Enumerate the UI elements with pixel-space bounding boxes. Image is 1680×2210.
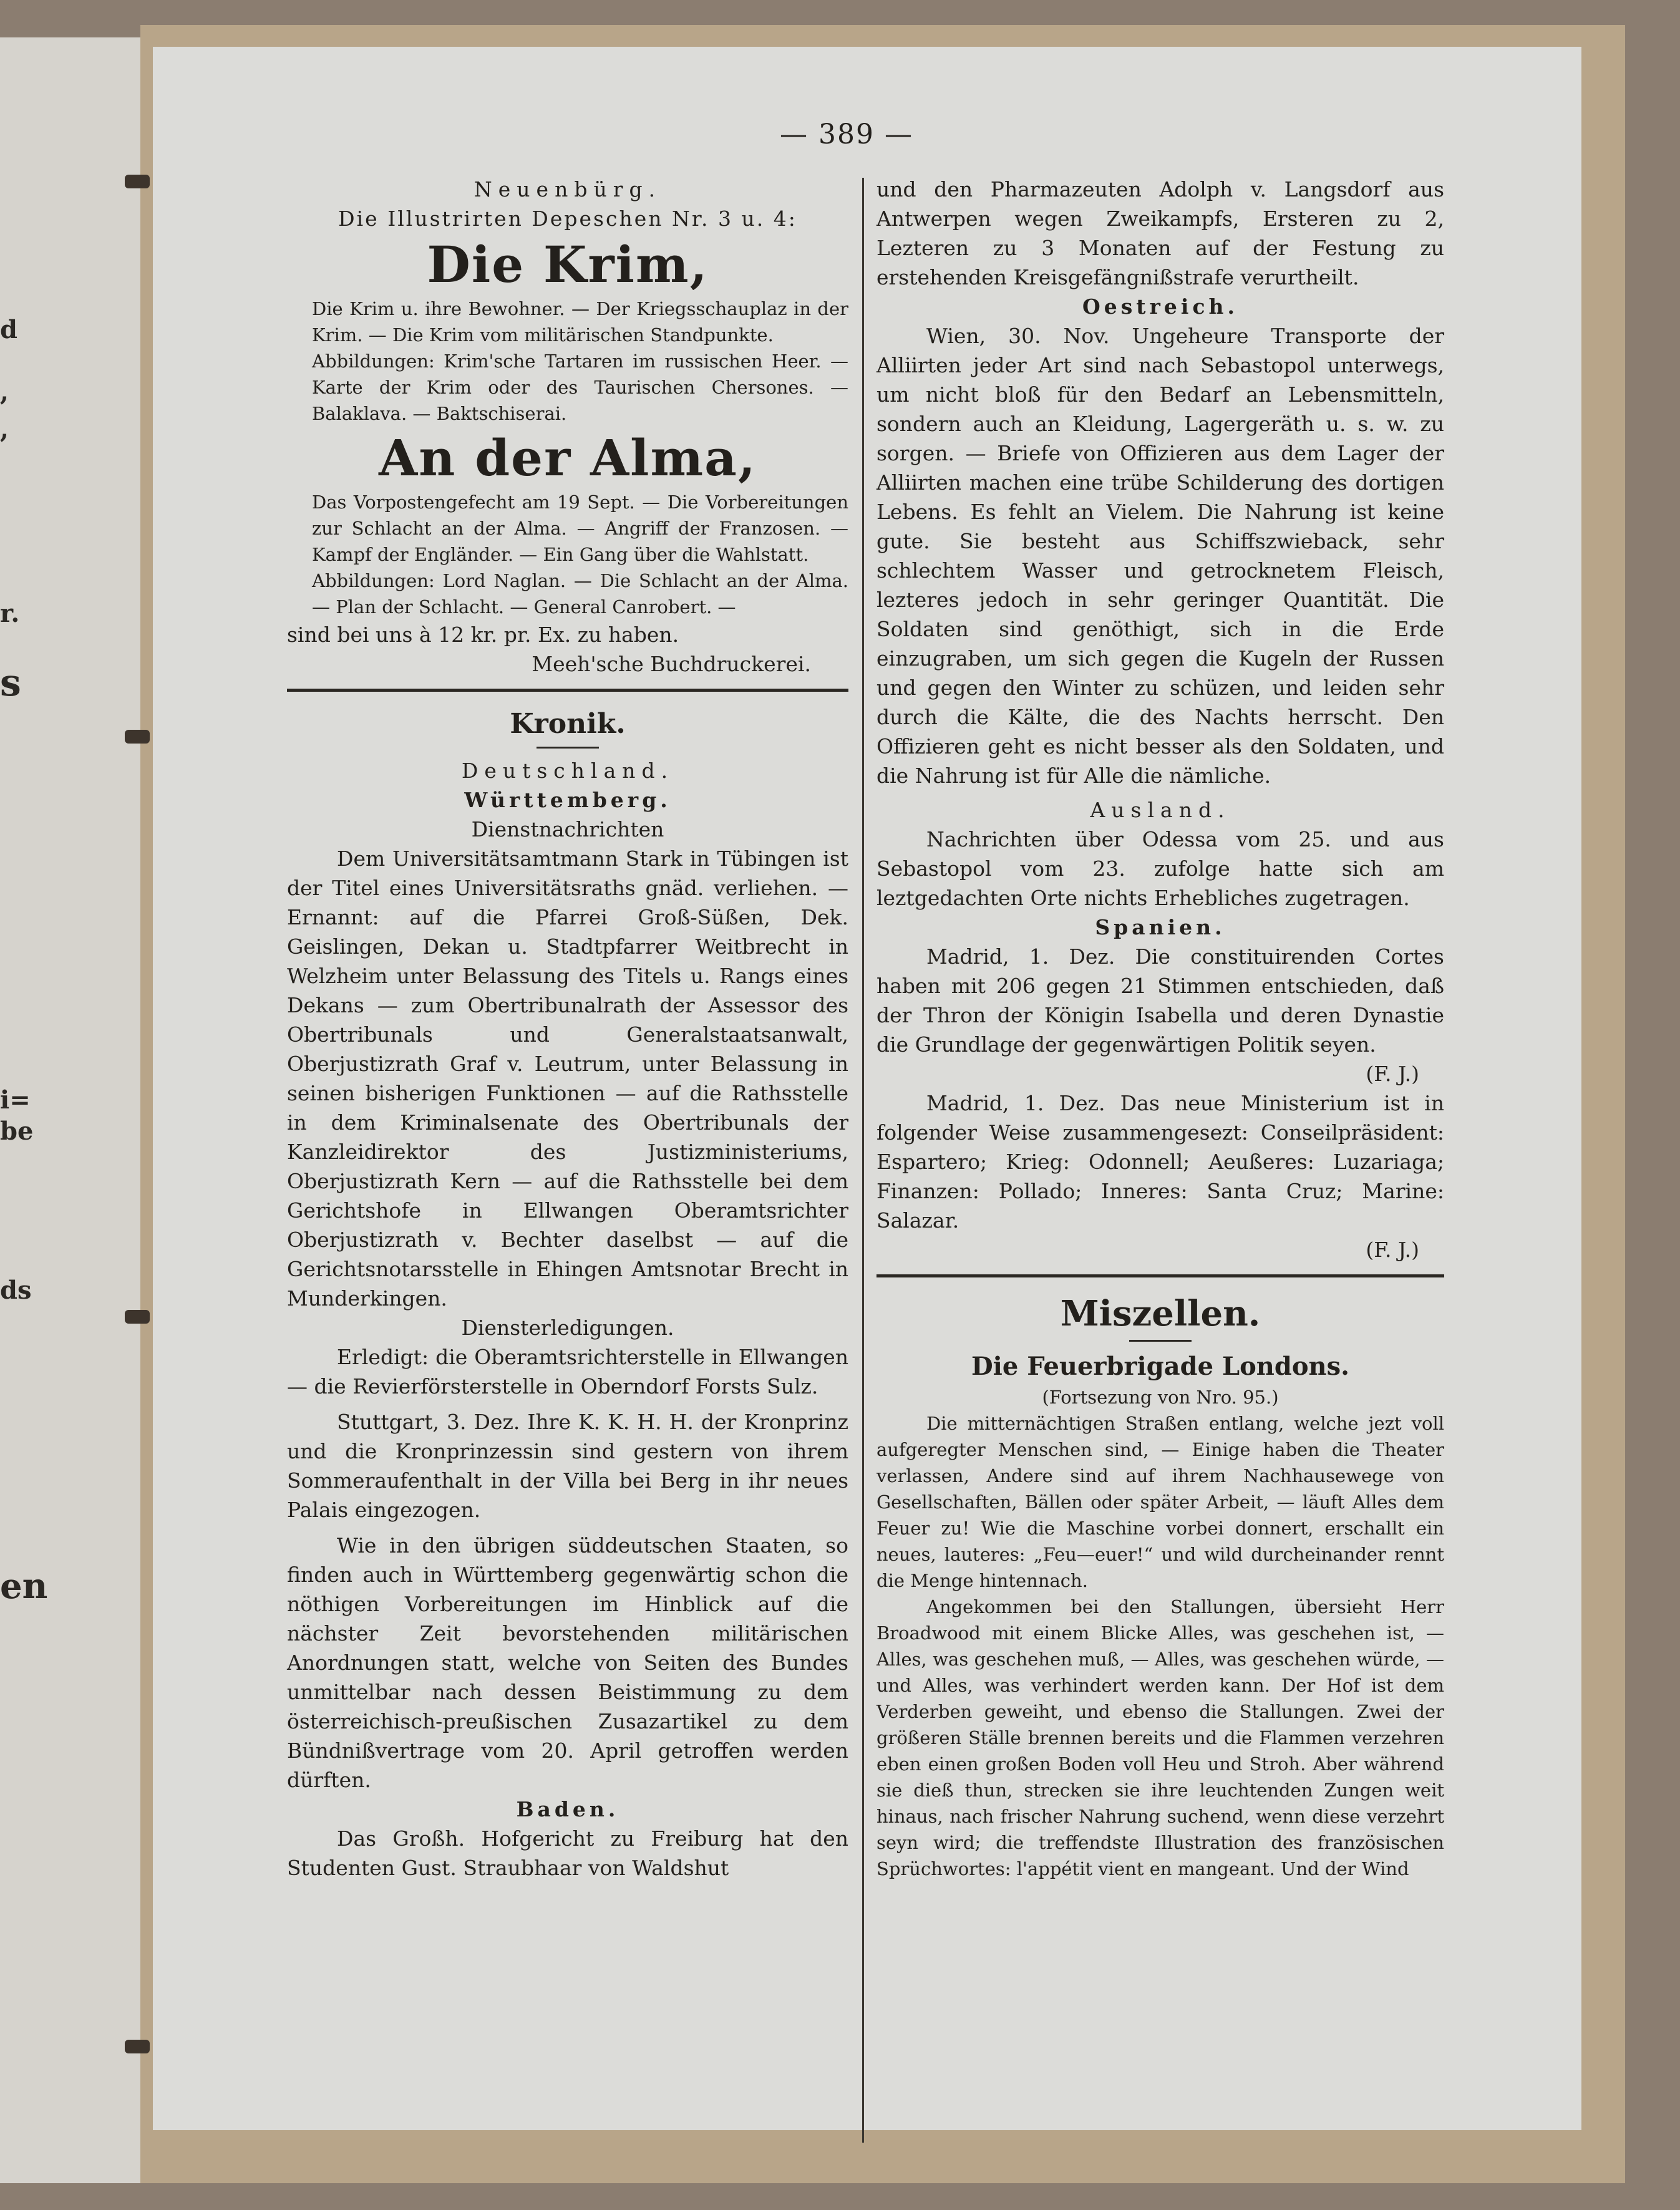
- article-paragraph: und den Pharmazeuten Adolph v. Langsdorf aus Antwerpen wegen Zweikampfs, Ersteren zu 2, Lezteren zu 3 Monaten auf der Festung zu erstehenden Kreisgefängnißstrafe verurtheilt.: [876, 177, 1444, 289]
- title-underline: [537, 747, 599, 749]
- article-paragraph: Stuttgart, 3. Dez. Ihre K. K. H. H. der Kronprinz und die Kronprinzessin sind gestern von ihrem Sommeraufenthalt in der Villa bei Berg in ihr neues Palais eingezogen.: [287, 1410, 848, 1522]
- left-fragment: ds: [0, 1276, 32, 1305]
- section-rule: [876, 1274, 1444, 1277]
- ad-pictures-krim: Abbildungen: Krim'sche Tartaren im russischen Heer. — Karte der Krim oder des Taurischen Chersones. — Balaklava. — Baktschiserai.: [312, 351, 848, 424]
- article-paragraph: Wie in den übrigen süddeutschen Staaten, so finden auch in Württemberg gegenwärtig schon die nöthigen Vorbereitungen im Hinblick auf die nächster Zeit bevorstehenden militärischen Anordnungen statt, welche von Seiten des Bundes unmittelbar nach dessen Beistimmung zu dem österreichisch-preußischen Zusazartikel zu dem Bündnißvertrage vom 20. April getroffen werden dürften.: [287, 1533, 848, 1792]
- left-fragment: be: [0, 1117, 34, 1146]
- left-fragment: ,: [0, 415, 9, 444]
- title-underline: [1129, 1340, 1192, 1342]
- subhead-diensterledigungen: Diensterledigungen.: [461, 1316, 674, 1340]
- article-paragraph: Das Großh. Hofgericht zu Freiburg hat den Studenten Gust. Straubhaar von Waldshut: [287, 1826, 848, 1880]
- country-heading-spanien: Spanien.: [1095, 915, 1226, 939]
- ad-location: Neuenbürg.: [473, 177, 662, 201]
- left-fragment: s: [0, 661, 21, 705]
- state-heading-baden: Baden.: [516, 1797, 619, 1821]
- state-heading: Württemberg.: [464, 788, 671, 812]
- country-heading-oestreich: Oestreich.: [1082, 294, 1239, 319]
- left-page-edge: [0, 37, 142, 2183]
- article-paragraph: Dem Universitätsamtmann Stark in Tübingen ist der Titel eines Universitätsraths gnäd. verliehen. — Ernannt: auf die Pfarrei Groß-Süßen, Dek. Geislingen, Dekan u. Stadtpfarrer Weitbrecht in Welzheim unter Belassung des Titels u. Rangs eines Dekans — zum Obertribunalrath der Assessor des Obertribunals und Generalstaatsanwalt, Oberjustizrath Graf v. Leutrum, unter Belassung in seinen bisherigen Funktionen — auf die Rathsstelle in dem Kriminalsenate des Obertribunals der Kanzleidirektor des Justizministeriums, Oberjustizrath Kern — auf die Rathsstelle bei dem Gerichtshofe in Ellwangen Oberamtsrichter Oberjustizrath v. Bechter daselbst — auf die Gerichtsnotarsstelle in Ehingen Amtsnotar Brecht in Munderkingen.: [287, 846, 848, 1311]
- article-paragraph: Erledigt: die Oberamtsrichterstelle in Ellwangen — die Revierförsterstelle in Oberndorf Forsts Sulz.: [287, 1345, 848, 1398]
- ad-title-alma: An der Alma,: [379, 429, 757, 487]
- article-paragraph: Wien, 30. Nov. Ungeheure Transporte der Alliirten jeder Art sind nach Sebastopol unterwegs, um nicht bloß für den Bedarf an Lebensmitteln, sondern auch an Kleidung, Lagergeräth u. s. w. zu sorgen. — Briefe von Offizieren aus dem Lager der Alliirten machen eine trübe Schilderung des dortigen Lebens. Es fehlt an Vielem. Die Nahrung ist keine gute. Sie besteht aus Schiffszwieback, sehr schlechtem Wasser und getrocknetem Fleisch, lezteres jedoch in sehr geringer Quantität. Die Soldaten sind genöthigt, sich in die Erde einzugraben, um sich gegen die Kugeln der Russen und gegen den Winter zu schüzen, und leiden sehr durch die Kälte, die des Nachts herrscht. Den Offizieren geht es nicht besser als den Soldaten, und die Nahrung ist für Alle die nämliche.: [876, 324, 1444, 788]
- article-paragraph: Nachrichten über Odessa vom 25. und aus Sebastopol vom 23. zufolge hatte sich am leztgedachten Orte nichts Erhebliches zugetragen.: [876, 827, 1444, 910]
- page-number: — 389 —: [780, 119, 913, 150]
- left-fragment: r.: [0, 599, 20, 628]
- left-fragment: en: [0, 1566, 48, 1607]
- binding-stitch: [125, 2040, 150, 2053]
- left-fragment: i=: [0, 1085, 31, 1115]
- left-column: [287, 175, 848, 1883]
- binding-stitch: [125, 1310, 150, 1324]
- article-paragraph: Madrid, 1. Dez. Das neue Ministerium ist in folgender Weise zusammengesezt: Conseilpräsident: Espartero; Krieg: Odonnell; Aeußeres: Luzariaga; Finanzen: Pollado; Inneres: Santa Cruz; Marine: Salazar.: [876, 1091, 1444, 1233]
- left-fragment: ,: [0, 377, 9, 407]
- ad-price: sind bei uns à 12 kr. pr. Ex. zu haben.: [287, 623, 679, 647]
- source-signature: (F. J.): [1366, 1062, 1419, 1086]
- ad-text-alma: Das Vorpostengefecht am 19 Sept. — Die Vorbereitungen zur Schlacht an der Alma. — Angriff der Franzosen. — Kampf der Engländer. — Ein Gang über die Wahlstatt.: [312, 492, 848, 565]
- country-heading: Deutschland.: [461, 758, 674, 783]
- ad-intro: Die Illustrirten Depeschen Nr. 3 u. 4:: [338, 206, 797, 231]
- source-signature: (F. J.): [1366, 1238, 1419, 1262]
- binding-stitch: [125, 175, 150, 188]
- feature-title: Die Feuerbrigade Londons.: [971, 1352, 1350, 1381]
- article-paragraph: Madrid, 1. Dez. Die constituirenden Cortes haben mit 206 gegen 21 Stimmen entschieden, daß der Thron der Königin Isabella und deren Dynastie die Grundlage der gegenwärtigen Politik seyen.: [876, 944, 1444, 1057]
- ad-title-krim: Die Krim,: [427, 235, 709, 294]
- feature-paragraph: Die mitternächtigen Straßen entlang, welche jezt voll aufgeregter Menschen sind, — Einige haben die Theater verlassen, Andere sind auf ihrem Nachhausewege von Gesellschaften, Bällen oder später Arbeit, — läuft Alles dem Feuer zu! Wie die Maschine vorbei donnert, erschallt ein neues, lauteres: „Feu—euer!“ und wild durcheinander rennt die Menge hintennach.: [876, 1413, 1444, 1591]
- advertisement: [287, 175, 848, 679]
- binding-stitch: [125, 730, 150, 744]
- feature-paragraph: Angekommen bei den Stallungen, übersieht Herr Broadwood mit einem Blicke Alles, was geschehen ist, — Alles, was geschehen muß, — Alles, was geschehen würde, — und Alles, was verhindert werden kann. Der Hof ist dem Verderben geweiht, und ebenso die Stallungen. Zwei der größeren Ställe brennen bereits und die Flammen verzehren eben einen großen Boden voll Heu und Stroh. Aber während sie dieß thun, strecken sie ihre leuchtenden Zungen weit hinaus, nach frischer Nahrung suchend, wenn diese verzehrt seyn wird; die treffendste Illustration des französischen Sprüchwortes: l'appétit vient en mangeant. Und der Wind: [876, 1596, 1444, 1879]
- continued-note: (Fortsezung von Nro. 95.): [1042, 1387, 1279, 1408]
- miscellany-title: Miszellen.: [1060, 1293, 1261, 1334]
- chronik-title: Kronik.: [510, 708, 626, 740]
- ad-signature: Meeh'sche Buchdruckerei.: [532, 652, 811, 676]
- ad-text-krim: Die Krim u. ihre Bewohner. — Der Kriegsschauplaz in der Krim. — Die Krim vom militärischen Standpunkte.: [312, 298, 848, 346]
- section-rule: [287, 689, 848, 692]
- left-fragment: d: [0, 315, 17, 344]
- ad-pictures-alma: Abbildungen: Lord Naglan. — Die Schlacht an der Alma. — Plan der Schlacht. — General Canrobert. —: [312, 570, 848, 618]
- column-divider: [862, 178, 864, 2143]
- right-column: [876, 175, 1444, 1882]
- heading-ausland: Ausland.: [1090, 798, 1231, 822]
- subhead-dienstnachrichten: Dienstnachrichten: [471, 817, 664, 841]
